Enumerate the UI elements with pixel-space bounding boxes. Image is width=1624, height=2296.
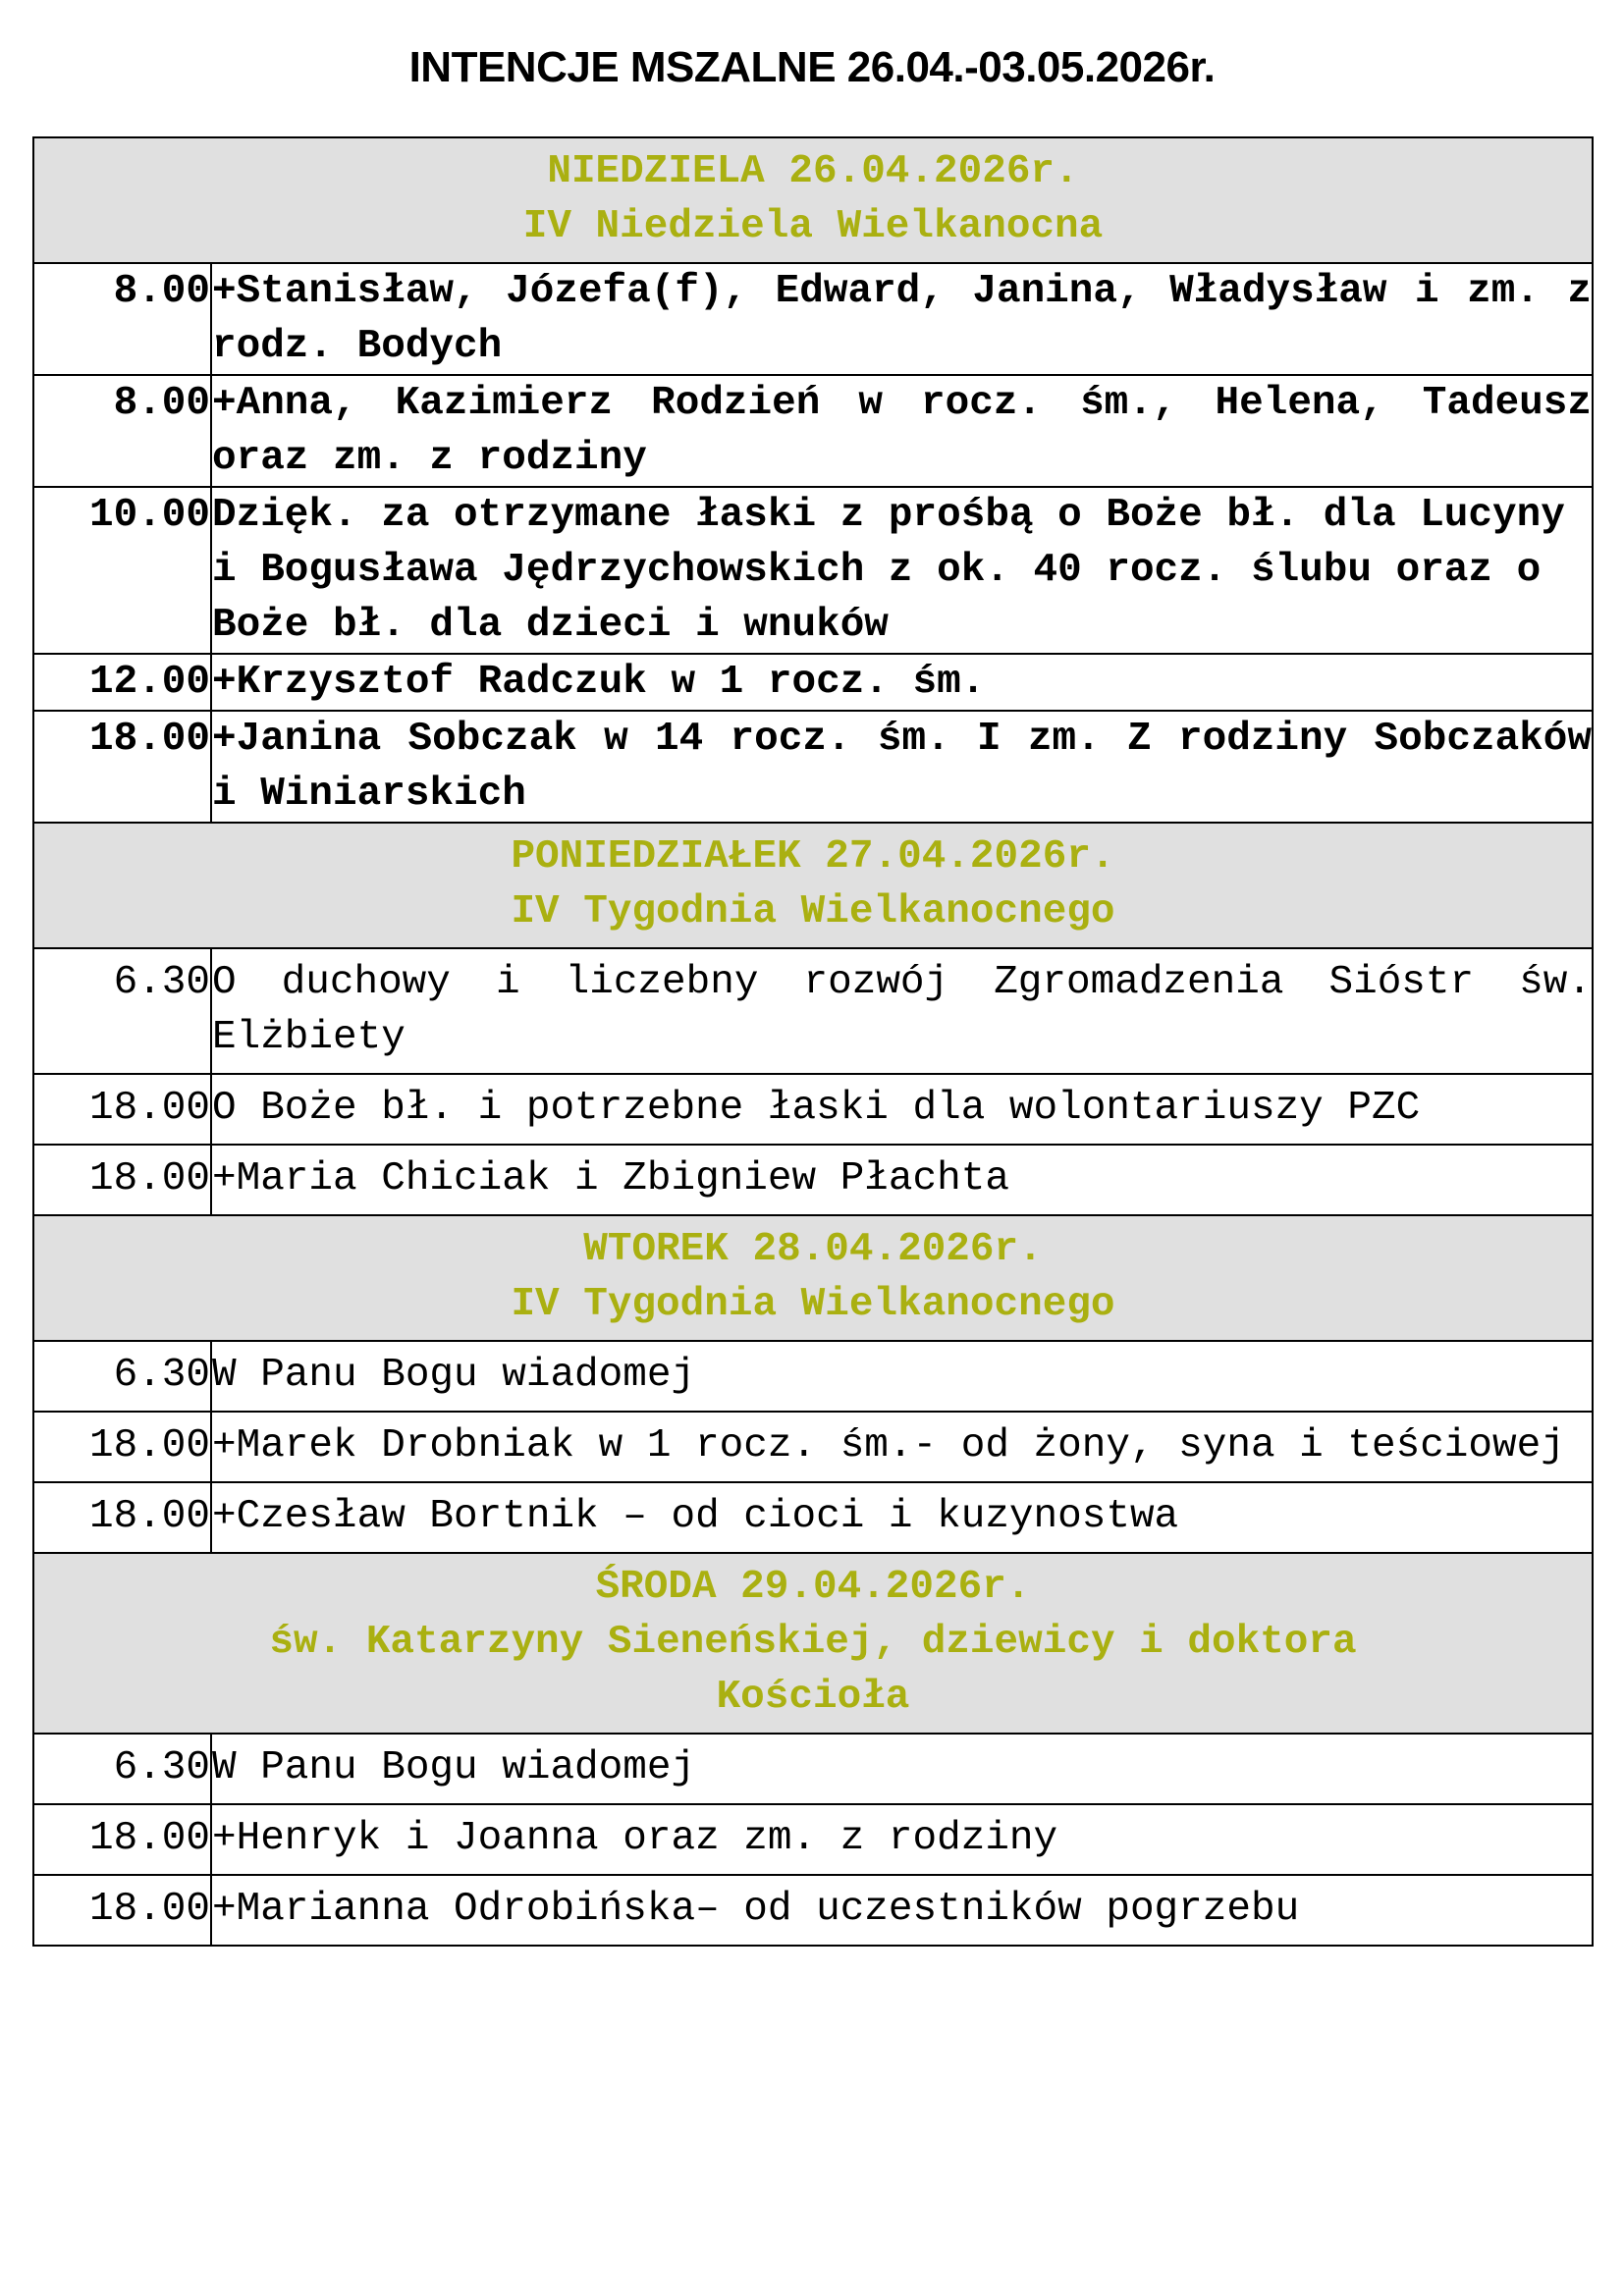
mass-time: 8.00 <box>33 263 211 375</box>
mass-time: 12.00 <box>33 654 211 711</box>
mass-time: 6.30 <box>33 948 211 1074</box>
day-header-tuesday <box>33 1215 1593 1341</box>
mass-time: 10.00 <box>33 487 211 654</box>
mass-time: 18.00 <box>33 1412 211 1482</box>
mass-row <box>33 263 1593 375</box>
mass-time: 8.00 <box>33 375 211 487</box>
mass-intention: Dzięk. za otrzymane łaski z prośbą o Boże bł. dla Lucyny i Bogusława Jędrzychowskich z ok. 40 rocz. ślubu oraz o Boże bł. dla dzieci i wnuków <box>211 487 1593 654</box>
mass-intention: O Boże bł. i potrzebne łaski dla wolontariuszy PZC <box>211 1074 1593 1145</box>
day-feast: IV Niedziela Wielkanocna <box>522 204 1104 249</box>
mass-intention: +Maria Chiciak i Zbigniew Płachta <box>211 1145 1593 1215</box>
mass-row <box>33 1482 1593 1553</box>
mass-intention: +Stanisław, Józefa(f), Edward, Janina, Władysław i zm. z rodz. Bodych <box>211 263 1593 375</box>
mass-row <box>33 375 1593 487</box>
mass-intention: W Panu Bogu wiadomej <box>211 1734 1593 1804</box>
mass-time: 6.30 <box>33 1341 211 1412</box>
mass-row <box>33 654 1593 711</box>
mass-row <box>33 487 1593 654</box>
mass-intention: +Marianna Odrobińska– od uczestników pogrzebu <box>211 1875 1593 1946</box>
day-date: PONIEDZIAŁEK 27.04.2026r. <box>511 834 1115 880</box>
day-feast-continued: Kościoła <box>716 1675 910 1720</box>
day-header-sunday <box>33 137 1593 263</box>
mass-intention: W Panu Bogu wiadomej <box>211 1341 1593 1412</box>
mass-time: 18.00 <box>33 1074 211 1145</box>
day-date: ŚRODA 29.04.2026r. <box>595 1565 1031 1610</box>
day-header-wednesday <box>33 1553 1593 1734</box>
mass-row <box>33 1145 1593 1215</box>
mass-row <box>33 1875 1593 1946</box>
mass-row <box>33 1074 1593 1145</box>
day-header-monday <box>33 823 1593 948</box>
mass-intention: +Czesław Bortnik – od cioci i kuzynostwa <box>211 1482 1593 1553</box>
mass-time: 18.00 <box>33 1875 211 1946</box>
mass-row <box>33 1804 1593 1875</box>
day-date: NIEDZIELA 26.04.2026r. <box>547 149 1079 194</box>
day-feast: IV Tygodnia Wielkanocnego <box>511 1282 1115 1327</box>
mass-row <box>33 948 1593 1074</box>
mass-time: 18.00 <box>33 1145 211 1215</box>
mass-row <box>33 1734 1593 1804</box>
mass-time: 18.00 <box>33 711 211 823</box>
mass-intention: +Krzysztof Radczuk w 1 rocz. śm. <box>211 654 1593 711</box>
day-date: WTOREK 28.04.2026r. <box>583 1227 1043 1272</box>
mass-intention: +Anna, Kazimierz Rodzień w rocz. śm., Helena, Tadeusz oraz zm. z rodziny <box>211 375 1593 487</box>
page-title: INTENCJE MSZALNE 26.04.-03.05.2026r. <box>408 43 1216 91</box>
mass-intention: +Janina Sobczak w 14 rocz. śm. I zm. Z rodziny Sobczaków i Winiarskich <box>211 711 1593 823</box>
mass-row <box>33 711 1593 823</box>
mass-row <box>33 1341 1593 1412</box>
mass-intention: +Henryk i Joanna oraz zm. z rodziny <box>211 1804 1593 1875</box>
mass-time: 6.30 <box>33 1734 211 1804</box>
day-feast: IV Tygodnia Wielkanocnego <box>511 889 1115 934</box>
day-feast: św. Katarzyny Sieneńskiej, dziewicy i doktora <box>269 1620 1357 1665</box>
mass-intention: O duchowy i liczebny rozwój Zgromadzenia Sióstr św. Elżbiety <box>211 948 1593 1074</box>
mass-intention: +Marek Drobniak w 1 rocz. śm.- od żony, syna i teściowej <box>211 1412 1593 1482</box>
mass-intentions-table <box>32 136 1594 1947</box>
mass-time: 18.00 <box>33 1482 211 1553</box>
mass-time: 18.00 <box>33 1804 211 1875</box>
mass-row <box>33 1412 1593 1482</box>
